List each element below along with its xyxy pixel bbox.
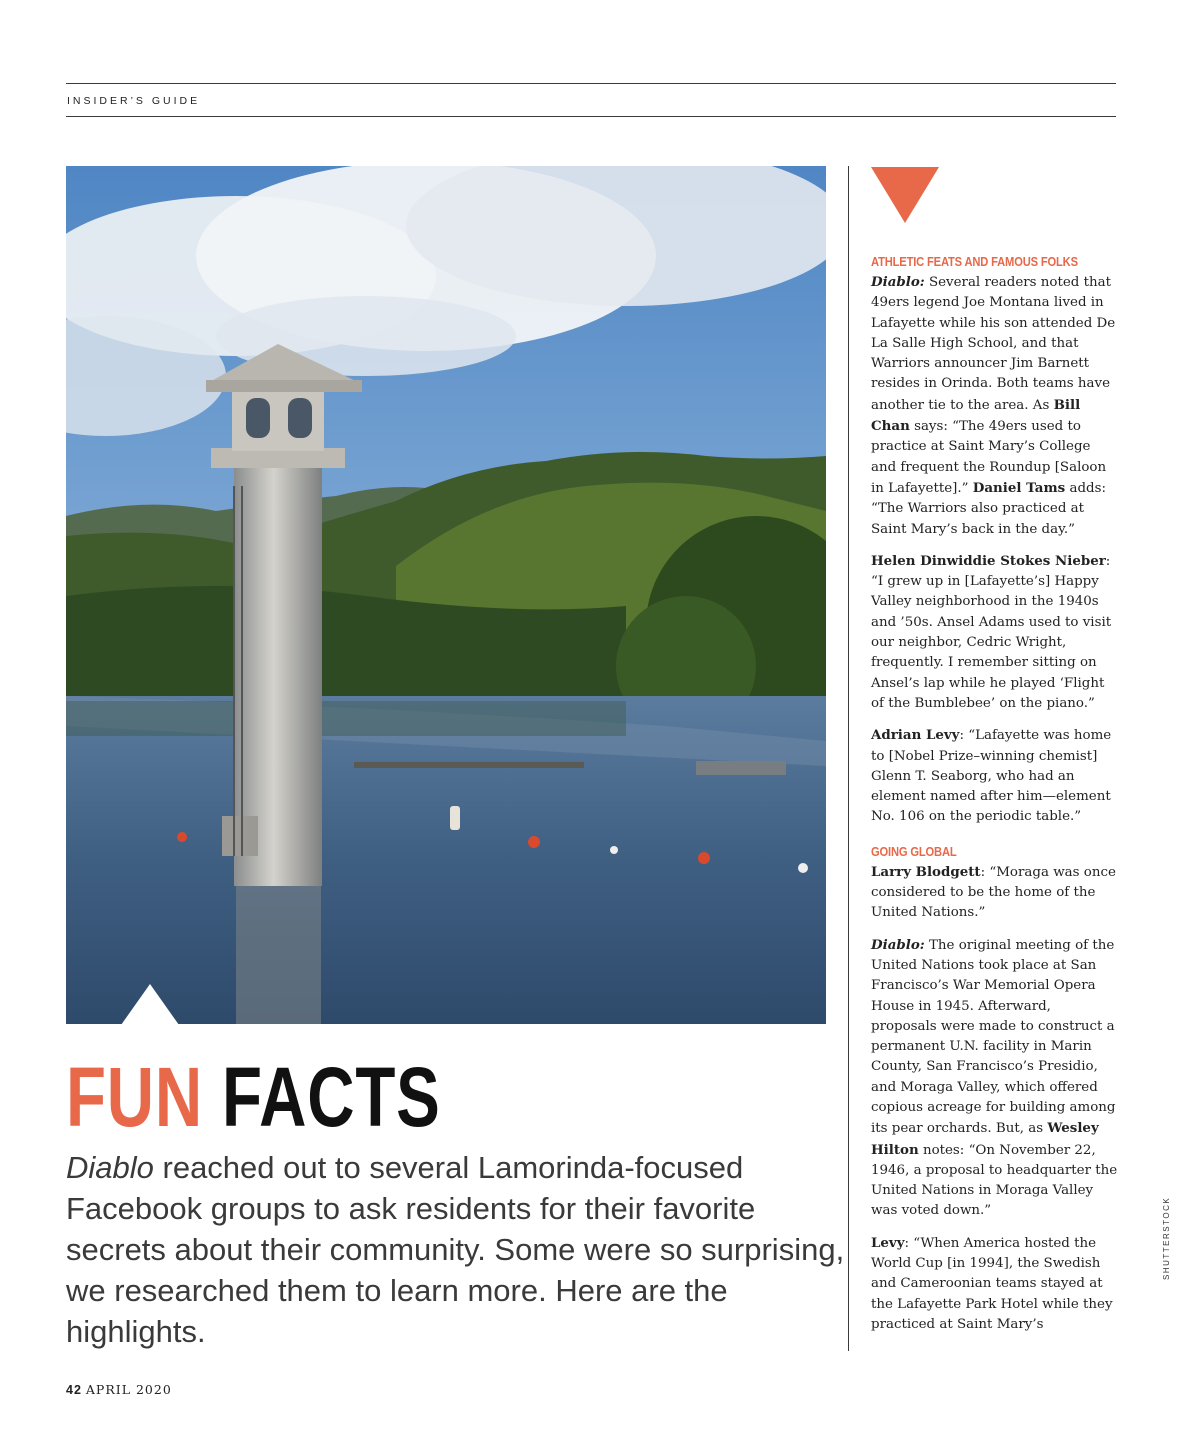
source-name: Diablo: xyxy=(871,274,925,290)
paragraph-levy xyxy=(871,725,1119,827)
paragraph-text: : “I grew up in [Lafayette’s] Happy Valley neighborhood in the 1940s and ’50s. Ansel Adams used to visit our neighbor, Cedric Wright, frequently. I remember sitting on Ansel’s lap while he played ‘Flight of the Bumblebee’ on the piano.” xyxy=(871,553,1112,711)
title-facts: FACTS xyxy=(221,1050,441,1144)
source-name: Adrian Levy xyxy=(871,727,960,744)
page-number: 42 xyxy=(66,1383,82,1397)
section-heading-athletic: ATHLETIC FEATS AND FAMOUS FOLKS xyxy=(871,254,1078,269)
source-name: Bill Chan xyxy=(871,396,1081,435)
intro-paragraph xyxy=(66,1147,846,1352)
photo-notch xyxy=(121,984,179,1025)
photo-credit: SHUTTERSTOCK xyxy=(1162,1196,1171,1280)
sidebar-column xyxy=(871,252,1119,1346)
paragraph-blodgett xyxy=(871,862,1119,924)
source-name: Wesley Hilton xyxy=(871,1120,1099,1158)
paragraph-text: Several readers noted that 49ers legend Joe Montana lived in Lafayette while his son attended De La Salle High School, and that Warriors announcer Jim Barnett resides in Orinda. Both teams have another tie to the area. As xyxy=(871,275,1116,413)
paragraph-text: : “Lafayette was home to [Nobel Prize–winning chemist] Glenn T. Seaborg, who had an element named after him—element No. 106 on the periodic table.” xyxy=(871,728,1112,825)
paragraph-nieber xyxy=(871,551,1119,714)
paragraph-text: says: “The 49ers used to practice at Saint Mary’s College and frequent the Roundup [Saloon in Lafayette].” xyxy=(871,419,1107,496)
source-name: Larry Blodgett xyxy=(871,863,981,880)
section-label: INSIDER’S GUIDE xyxy=(67,95,201,107)
column-rule xyxy=(848,166,849,1351)
paragraph-text: : “When America hosted the World Cup [in 1994], the Swedish and Cameroonian teams stayed at the Lafayette Park Hotel while they practiced at Saint Mary’s xyxy=(871,1235,1113,1332)
source-name: Diablo: xyxy=(871,936,925,953)
paragraph-worldcup xyxy=(871,1233,1119,1335)
paragraph-un xyxy=(871,935,1119,1222)
header-rule xyxy=(66,116,1116,117)
top-rule xyxy=(66,83,1116,84)
source-name: Levy xyxy=(871,1234,905,1251)
issue-date: APRIL 2020 xyxy=(85,1382,172,1397)
paragraph-text: adds: “The Warriors also practiced at Saint Mary’s back in the day.” xyxy=(871,480,1106,537)
triangle-marker-icon xyxy=(871,167,939,223)
intro-text: reached out to several Lamorinda-focused Facebook groups to ask residents for their favorite secrets about their community. Some were so surprising, we researched them to learn more. Here are the highlights. xyxy=(66,1150,845,1349)
page-title xyxy=(66,1050,441,1144)
photo-illustration xyxy=(66,166,826,1024)
tower-photo xyxy=(66,166,826,1024)
paragraph-text: The original meeting of the United Nations took place at San Francisco’s War Memorial Opera House in 1945. Afterward, proposals were made to construct a permanent U.N. facility in Marin County, San Francisco’s Presidio, and Moraga Valley, which offered copious acreage for building among its pear orchards. But, as xyxy=(871,937,1116,1137)
source-name: Helen Dinwiddie Stokes Nieber xyxy=(871,552,1106,569)
section-heading-global: GOING GLOBAL xyxy=(871,843,957,859)
paragraph-text: : “Moraga was once considered to be the home of the United Nations.” xyxy=(871,864,1116,921)
intro-lead: Diablo xyxy=(66,1150,154,1185)
paragraph-athletic xyxy=(871,272,1119,540)
page-folio xyxy=(66,1382,172,1397)
paragraph-text: notes: “On November 22, 1946, a proposal to headquarter the United Nations in Moraga Valley was voted down.” xyxy=(871,1142,1118,1219)
title-fun: FUN xyxy=(66,1050,203,1144)
source-name: Daniel Tams xyxy=(972,479,1066,496)
